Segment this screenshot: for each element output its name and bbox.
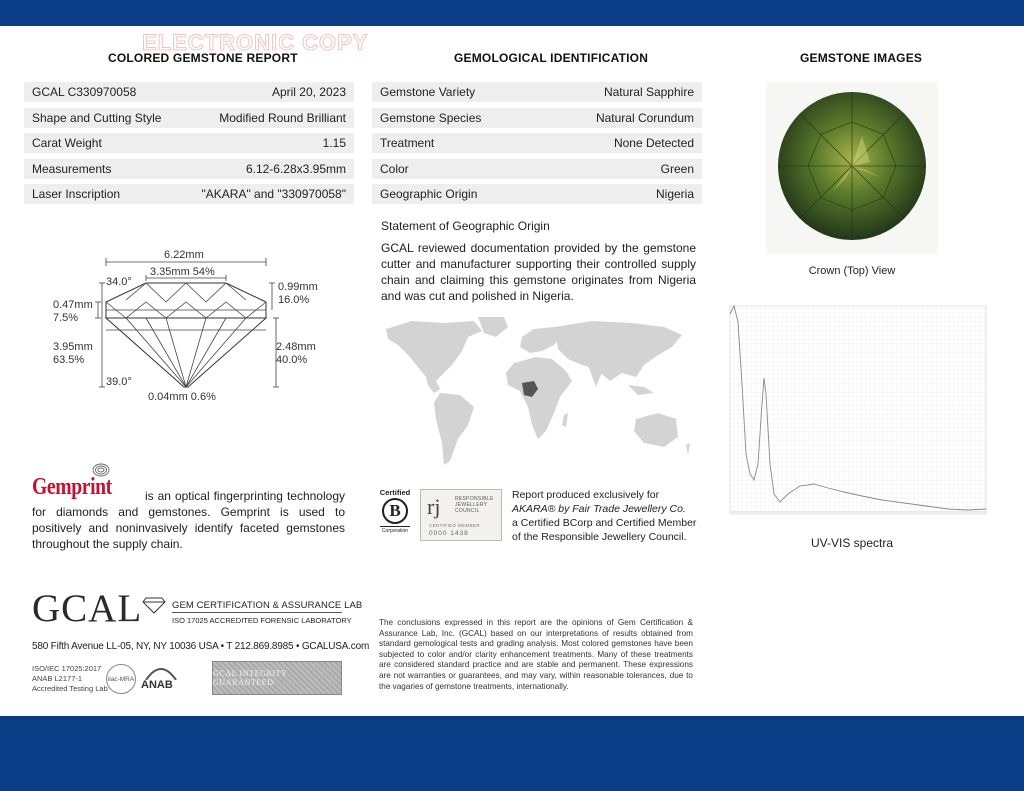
anab-logo-icon: [144, 664, 178, 680]
report-title: COLORED GEMSTONE REPORT: [108, 51, 298, 65]
gemstone-photo: [766, 82, 938, 254]
diameter-label: 6.22mm: [164, 249, 204, 261]
ident-row-origin: Geographic Origin Nigeria: [372, 184, 702, 204]
report-row-shape: Shape and Cutting Style Modified Round Brilliant: [24, 108, 354, 128]
identification-table: [372, 82, 702, 210]
gemprint-description: is an optical fingerprinting technology for diamonds and gemstones. Gemprint is used to positively and noninvasively identify faceted gemstones throughout the supply chain.: [32, 489, 345, 551]
images-title: GEMSTONE IMAGES: [800, 51, 923, 65]
report-row-inscription: Laser Inscription "AKARA" and "330970058": [24, 184, 354, 204]
report-table: [24, 82, 354, 210]
origin-statement-title: Statement of Geographic Origin: [381, 219, 550, 233]
electronic-copy-watermark: ELECTRONIC COPY: [142, 30, 369, 55]
sapphire-crown-icon: [766, 82, 938, 254]
gemprint-logo: Gemprint: [32, 474, 112, 500]
bottom-band: [0, 716, 1024, 791]
crown-height-mm-label: 0.99mm: [278, 281, 318, 293]
accreditation-block: ISO/IEC 17025:2017 ANAB L2177-1 Accredited Testing Lab: [32, 664, 108, 693]
crown-view-caption: Crown (Top) View: [808, 265, 896, 277]
report-row-carat: Carat Weight 1.15: [24, 133, 354, 153]
ident-row-treatment: Treatment None Detected: [372, 133, 702, 153]
report-row-number: GCAL C330970058 April 20, 2023: [24, 82, 354, 102]
origin-statement: GCAL reviewed documentation provided by the gemstone cutter and manufacturer supporting their controlled supply chain and claiming this gemstone originates from Nigeria and was cut and polished in Nigeria.: [381, 241, 696, 303]
integrity-guaranteed-seal: GCAL INTEGRITY GUARANTEED: [212, 661, 342, 695]
certs-statement: Report produced exclusively for AKARA® by Fair Trade Jewellery Co. a Certified BCorp and Certified Member of the Responsible Jewellery Council.: [512, 489, 697, 543]
pavilion-depth-pct-label: 40.0%: [276, 354, 308, 366]
bcorp-b-icon: B: [382, 498, 408, 524]
disclaimer: The conclusions expressed in this report are the opinions of Gem Certification & Assurance Lab, Inc. (GCAL) based on our interpretations of results obtained from standard gemological tests and grading analysis. Most colored gemstones have been subjected to color and/or clarity enhancement treatments. Many of these treatments are considered standard practice and are stable and permanent. These expressions are not warranties or guarantees, and may vary, within reasonable tolerances, due to the vagaries of gemstone treatments, internationally.: [379, 618, 693, 691]
rjc-logo: rj RESPONSIBLE JEWELLERY COUNCIL CERTIFIED MEMBER 0000 1438: [420, 489, 502, 541]
gcal-logo: GCAL: [32, 587, 143, 630]
rjc-mark: rj: [427, 494, 441, 519]
ilac-mra-badge: ilac-MRA: [106, 664, 136, 694]
table-label: 3.35mm 54%: [150, 266, 215, 278]
girdle-mm-label: 0.47mm: [53, 299, 93, 311]
crown-angle-label: 34.0°: [106, 276, 132, 288]
identification-title: GEMOLOGICAL IDENTIFICATION: [454, 51, 649, 65]
report-row-measurements: Measurements 6.12-6.28x3.95mm: [24, 159, 354, 179]
ident-row-variety: Gemstone Variety Natural Sapphire: [372, 82, 702, 102]
gcal-address: 580 Fifth Avenue LL-05, NY, NY 10036 USA • T 212.869.8985 • GCALUSA.com: [32, 641, 370, 652]
bcorp-divider: [380, 526, 410, 527]
uv-vis-spectra: [716, 304, 988, 524]
spectra-caption: UV-VIS spectra: [810, 536, 894, 550]
world-map: [382, 315, 698, 470]
girdle-pct-label: 7.5%: [53, 312, 79, 324]
top-band: [0, 0, 1024, 26]
pavilion-angle-label: 39.0°: [106, 376, 132, 388]
anab-logo: ANAB: [141, 679, 173, 691]
gcal-divider: [172, 612, 342, 613]
gcal-full-name: GEM CERTIFICATION & ASSURANCE LAB: [172, 600, 363, 611]
depth-pct-label: 63.5%: [53, 354, 85, 366]
diamond-icon: [142, 596, 166, 614]
crown-height-pct-label: 16.0%: [278, 294, 310, 306]
proportions-diagram: [40, 240, 340, 410]
bcorp-logo: Certified B Corporation: [379, 488, 411, 534]
culet-label: 0.04mm 0.6%: [148, 391, 216, 403]
ident-row-color: Color Green: [372, 159, 702, 179]
ident-row-species: Gemstone Species Natural Corundum: [372, 108, 702, 128]
gcal-iso-line: ISO 17025 ACCREDITED FORENSIC LABORATORY: [172, 616, 352, 625]
depth-mm-label: 3.95mm: [53, 341, 93, 353]
pavilion-depth-mm-label: 2.48mm: [276, 341, 316, 353]
